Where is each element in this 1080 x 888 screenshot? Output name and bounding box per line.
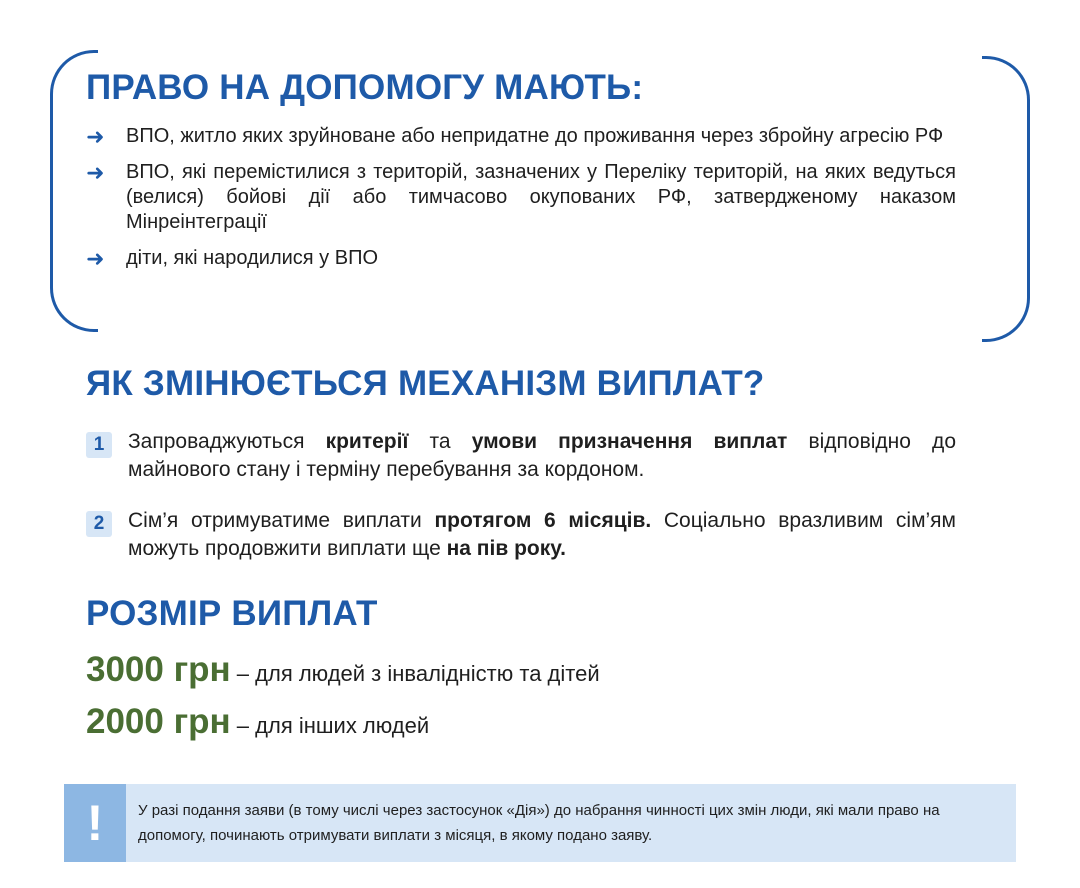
- mechanism-title: ЯК ЗМІНЮЄТЬСЯ МЕХАНІЗМ ВИПЛАТ?: [86, 364, 765, 403]
- rights-list-item: [86, 124, 956, 149]
- mechanism-step: [86, 507, 956, 563]
- step-text: Сім’я отримуватиме виплати: [128, 509, 435, 532]
- rights-list-item: [86, 160, 956, 235]
- note-text: У разі подання заяви (в тому числі через застосунок «Дія») до набрання чинності цих змін люди, які мали право на допомогу, починають отримувати виплати з місяця, в якому подано заяву.: [138, 802, 940, 844]
- step-number-badge: 2: [86, 511, 112, 537]
- note-box: [64, 784, 1016, 862]
- payment-description: – для людей з інвалідністю та дітей: [230, 661, 600, 686]
- rights-item-text: ВПО, житло яких зруйноване або непридатне до проживання через збройну агресію РФ: [126, 125, 944, 147]
- rights-title: ПРАВО НА ДОПОМОГУ МАЮТЬ:: [86, 68, 644, 107]
- step-bold-text: протягом 6 місяців.: [434, 509, 652, 532]
- step-bold-text: умови призначення виплат: [471, 430, 788, 453]
- mechanism-steps: [86, 428, 956, 563]
- arrow-right-icon: ➜: [86, 160, 105, 185]
- step-number-badge: 1: [86, 432, 112, 458]
- payment-line: [86, 702, 429, 742]
- step-text: та: [408, 430, 472, 453]
- payment-amount: 3000 грн: [86, 650, 231, 689]
- arrow-right-icon: ➜: [86, 246, 105, 271]
- rights-item-text: діти, які народилися у ВПО: [126, 247, 379, 269]
- exclamation-icon: !: [64, 784, 126, 862]
- rights-list: [86, 124, 956, 282]
- arrow-right-icon: ➜: [86, 124, 105, 149]
- payment-line: [86, 650, 600, 690]
- step-text: Запроваджуються: [128, 430, 326, 453]
- step-text: відповідно до майнового стану і терміну перебування за кордоном.: [128, 430, 956, 481]
- right-bracket-decoration: [982, 56, 1030, 342]
- payment-description: – для інших людей: [230, 713, 430, 738]
- payment-amount: 2000 грн: [86, 702, 231, 741]
- rights-list-item: [86, 246, 956, 271]
- step-text: Соціально вразливим сім’ям можуть продовжити виплати ще: [128, 509, 956, 560]
- mechanism-step: [86, 428, 956, 484]
- step-bold-text: критерії: [325, 430, 409, 453]
- payments-title: РОЗМІР ВИПЛАТ: [86, 594, 378, 633]
- step-bold-text: на пів року.: [446, 537, 566, 560]
- rights-item-text: ВПО, які перемістилися з територій, зазначених у Переліку територій, на яких ведуться (велися) бойові дії або тимчасово окупованих РФ, затвердженому наказом Мінреінтеграції: [126, 161, 956, 233]
